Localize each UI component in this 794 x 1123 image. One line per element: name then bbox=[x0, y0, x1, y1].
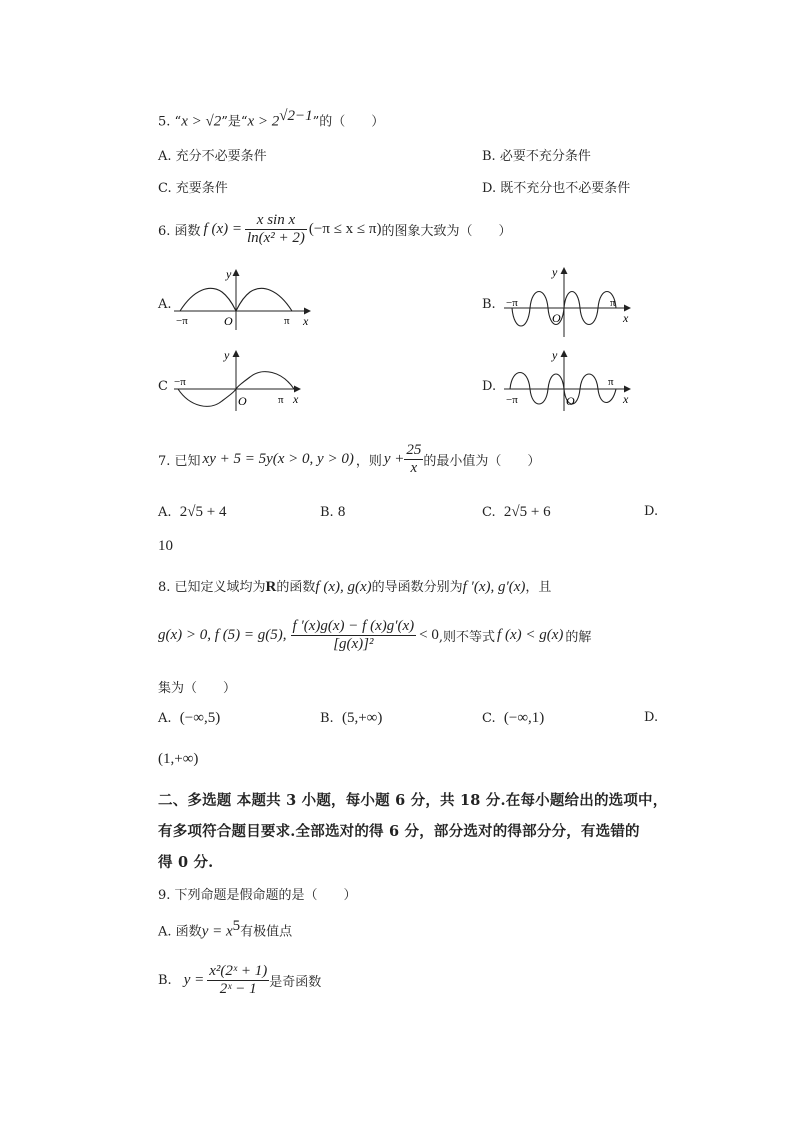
q8-text-b: 的函数 bbox=[276, 580, 316, 595]
section2-line1: 二、多选题 本题共 3 小题，每小题 6 分，共 18 分.在每小题给出的选项中， bbox=[158, 792, 668, 809]
section2-line3: 得 0 分. bbox=[158, 854, 214, 871]
q8-numerator: f ′(x)g(x) − f (x)g′(x) bbox=[292, 617, 415, 634]
q8-text-e: ,则不等式 bbox=[438, 629, 496, 645]
option-text: 既不充分也不必要条件 bbox=[500, 181, 631, 196]
origin-label: O bbox=[224, 314, 233, 328]
option-label: D. bbox=[644, 504, 659, 519]
q5-option-a bbox=[158, 145, 267, 164]
q8-option-c bbox=[482, 710, 544, 727]
q7-suffix: 的最小值为（ ） bbox=[423, 453, 541, 469]
real-set-symbol: R bbox=[265, 579, 277, 595]
y-label: y bbox=[224, 348, 230, 362]
option-text: 充要条件 bbox=[175, 181, 228, 196]
q8-line2 bbox=[158, 612, 591, 658]
pi-label: π bbox=[278, 394, 284, 406]
q6-fraction bbox=[245, 212, 307, 247]
q6-numerator: x sin x bbox=[245, 212, 307, 230]
q7-expr: y + bbox=[383, 450, 405, 467]
y-axis-arrow bbox=[561, 267, 568, 274]
q8-option-d-text: (1,+∞) bbox=[158, 751, 199, 767]
q8-option-a bbox=[158, 710, 220, 727]
q9-option-a bbox=[158, 918, 292, 940]
graph-c-label: C bbox=[158, 379, 168, 394]
option-label: B. bbox=[158, 972, 172, 988]
pi-label: π bbox=[608, 376, 614, 388]
q7-option-c bbox=[482, 504, 551, 521]
graph-d-label: D. bbox=[482, 379, 497, 394]
origin-label: O bbox=[238, 394, 247, 408]
q8-denominator: [g(x)]² bbox=[333, 635, 374, 652]
q7-option-d-text: 10 bbox=[158, 538, 173, 554]
option-label: D. bbox=[644, 710, 659, 725]
y-label: y bbox=[552, 348, 558, 362]
q9-stem: 9. 下列命题是假命题的是（ ） bbox=[158, 888, 357, 903]
option-label: B. bbox=[320, 711, 334, 726]
q5-prefix: 5. “ bbox=[158, 114, 182, 130]
option-label: C. bbox=[482, 711, 496, 726]
q9-b-post: 是奇函数 bbox=[269, 974, 322, 990]
q9-b-denominator: 2ˣ − 1 bbox=[219, 980, 257, 997]
q7-option-a bbox=[158, 504, 227, 521]
x-label: x bbox=[623, 311, 629, 325]
q8-functions: f (x), g(x) bbox=[315, 579, 372, 595]
q6-domain: (−π ≤ x ≤ π) bbox=[308, 220, 382, 237]
neg-pi-label: −π bbox=[176, 315, 188, 327]
q7-option-d bbox=[644, 504, 658, 519]
q9-option-b bbox=[158, 957, 321, 1003]
graph-d bbox=[500, 345, 640, 415]
x-label: x bbox=[293, 392, 299, 406]
q5-mid: ”是“ bbox=[221, 114, 248, 130]
q6-denominator: ln(x² + 2) bbox=[246, 229, 305, 246]
y-axis-arrow bbox=[561, 350, 568, 357]
q8-line1 bbox=[158, 576, 551, 596]
option-label: C. bbox=[482, 505, 496, 520]
option-text: 必要不充分条件 bbox=[499, 149, 591, 164]
section2-line2: 有多项符合题目要求.全部选对的得 6 分，部分选对的得部分分，有选错的 bbox=[158, 823, 640, 840]
q5-math-b-exp: √2−1 bbox=[279, 108, 313, 124]
q7-stem bbox=[158, 437, 540, 481]
q5-option-b bbox=[482, 145, 591, 164]
q8-inequality: f (x) < g(x) bbox=[497, 626, 564, 643]
neg-pi-label: −π bbox=[506, 394, 518, 406]
q9-a-pre: 函数 bbox=[175, 924, 202, 940]
q6-prefix: 6. 函数 bbox=[158, 223, 201, 239]
q9-a-exp: 5 bbox=[232, 918, 241, 934]
q8-text-a: 8. 已知定义域均为 bbox=[158, 580, 266, 595]
option-label: D. bbox=[482, 181, 497, 196]
pi-label: π bbox=[284, 315, 290, 327]
q9-a-post: 有极值点 bbox=[240, 924, 293, 940]
q5-math-b: x > 2 bbox=[247, 113, 280, 130]
option-label: B. bbox=[482, 149, 496, 164]
option-text: 8 bbox=[337, 504, 346, 520]
q8-option-b bbox=[320, 710, 382, 727]
q8-text-c: 的导函数分别为 bbox=[371, 580, 463, 595]
q5-math-a: x > √2 bbox=[181, 113, 222, 130]
x-label: x bbox=[623, 392, 629, 406]
origin-label: O bbox=[566, 394, 575, 408]
q9-b-fraction bbox=[207, 963, 269, 998]
graph-a-label: A. bbox=[158, 297, 172, 312]
y-axis-arrow bbox=[233, 269, 240, 276]
graph-c bbox=[170, 345, 320, 415]
option-text: (−∞,5) bbox=[179, 710, 221, 726]
q6-stem bbox=[158, 207, 512, 251]
q8-derivatives: f ′(x), g′(x) bbox=[462, 579, 526, 595]
q8-text-f: 的解 bbox=[565, 629, 592, 645]
q5-option-d bbox=[482, 177, 630, 196]
q8-condition: g(x) > 0, f (5) = g(5), bbox=[158, 626, 287, 643]
option-label: A. bbox=[158, 711, 172, 726]
q8-text-d: ，且 bbox=[525, 580, 552, 595]
q7-fraction bbox=[404, 442, 423, 477]
graph-a bbox=[170, 262, 320, 334]
pi-label: π bbox=[610, 297, 616, 309]
q7-denominator: x bbox=[410, 459, 418, 476]
option-label: A. bbox=[158, 505, 172, 520]
option-label: A. bbox=[158, 149, 172, 164]
option-text: 2√5 + 4 bbox=[179, 504, 227, 520]
option-text: 充分不必要条件 bbox=[175, 149, 267, 164]
curve bbox=[510, 373, 616, 405]
q9-b-numerator: x²(2ˣ + 1) bbox=[209, 962, 268, 979]
q9-a-math: y = x bbox=[201, 923, 233, 940]
origin-label: O bbox=[552, 311, 561, 325]
option-text: (5,+∞) bbox=[341, 710, 383, 726]
option-label: A. bbox=[158, 924, 172, 940]
q5-suffix: ”的（ ） bbox=[312, 114, 385, 130]
y-axis-arrow bbox=[233, 350, 240, 357]
graph-b-label: B. bbox=[482, 297, 496, 312]
y-label: y bbox=[552, 265, 558, 279]
option-label: C. bbox=[158, 181, 172, 196]
q7-condition: xy + 5 = 5y(x > 0, y > 0) bbox=[202, 450, 354, 467]
q7-mid: ，则 bbox=[355, 453, 382, 469]
option-label: B. bbox=[320, 505, 334, 520]
q5-option-c bbox=[158, 177, 228, 196]
neg-pi-label: −π bbox=[506, 297, 518, 309]
option-text: 2√5 + 6 bbox=[503, 504, 551, 520]
q7-prefix: 7. 已知 bbox=[158, 453, 201, 469]
y-label: y bbox=[226, 267, 232, 281]
q5-stem bbox=[158, 108, 384, 130]
q7-numerator: 25 bbox=[406, 441, 422, 458]
q6-fx: f (x) = bbox=[203, 220, 242, 237]
q8-line3: 集为（ ） bbox=[158, 681, 237, 696]
graph-b bbox=[500, 262, 640, 340]
q9-b-y: y = bbox=[183, 971, 205, 988]
q8-lt-zero: < 0 bbox=[419, 626, 439, 643]
x-label: x bbox=[303, 314, 309, 328]
neg-pi-label: −π bbox=[174, 376, 186, 388]
q7-option-b bbox=[320, 504, 345, 521]
q8-option-d bbox=[644, 710, 658, 725]
q8-fraction bbox=[291, 618, 417, 653]
option-text: (−∞,1) bbox=[503, 710, 545, 726]
q6-suffix: 的图象大致为（ ） bbox=[381, 223, 512, 239]
